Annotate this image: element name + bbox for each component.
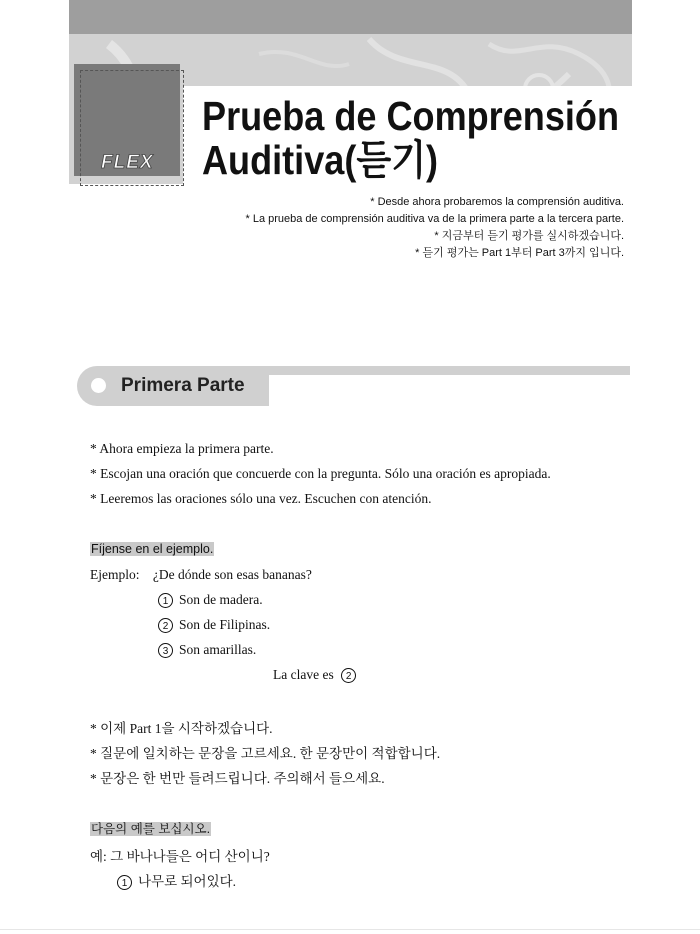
example-heading-text: Fíjense en el ejemplo. (91, 542, 214, 556)
section-header (77, 366, 630, 406)
bottom-rule (0, 929, 700, 930)
example-label: Ejemplo: (90, 567, 140, 582)
note-line: * Desde ahora probaremos la comprensión auditiva. (370, 196, 624, 208)
instruction-line-ko: * 문장은 한 번만 들려드립니다. 주의해서 들으세요. (90, 771, 385, 786)
flex-logo: FLEX (101, 152, 154, 173)
example-heading (90, 542, 214, 556)
section-white-strip (269, 375, 630, 406)
option-number: 1 (117, 875, 132, 890)
page-title (202, 94, 619, 182)
option-text: 나무로 되어있다. (138, 874, 237, 889)
option-text: Son de Filipinas. (179, 617, 271, 632)
title-line-2: Auditiva(듣기) (202, 137, 439, 183)
option-text: Son de madera. (179, 592, 263, 607)
title-line-1: Prueba de Comprensión (202, 93, 620, 139)
option-number: 1 (158, 593, 173, 608)
instruction-line: * Escojan una oración que concuerde con la pregunta. Sólo una oración es apropiada. (90, 466, 551, 481)
note-line: * 듣기 평가는 Part 1부터 Part 3까지 입니다. (415, 247, 624, 259)
answer-number: 2 (341, 668, 356, 683)
example-heading-ko (90, 819, 211, 837)
option-item (158, 592, 263, 608)
option-item (158, 617, 270, 633)
instruction-line-ko: * 이제 Part 1을 시작하겠습니다. (90, 721, 273, 736)
option-number: 3 (158, 643, 173, 658)
answer-line (273, 667, 362, 683)
bullet-dot-icon (91, 378, 106, 393)
note-line: * La prueba de comprensión auditiva va de la primera parte a la tercera parte. (245, 213, 624, 225)
instruction-line-ko: * 질문에 일치하는 문장을 고르세요. 한 문장만이 적합합니다. (90, 746, 441, 761)
example-question-ko: 예: 그 바나나들은 어디 산이니? (90, 849, 270, 864)
example-heading-ko-text: 다음의 예를 보십시오. (91, 822, 211, 836)
instruction-line: * Ahora empieza la primera parte. (90, 441, 274, 456)
header-top-bar (69, 0, 632, 34)
instruction-line: * Leeremos las oraciones sólo una vez. Escuchen con atención. (90, 491, 432, 506)
header-notes (246, 194, 625, 262)
option-text: Son amarillas. (179, 642, 257, 657)
example-question-row (90, 567, 312, 583)
example-question: ¿De dónde son esas bananas? (152, 567, 312, 582)
option-item (158, 642, 256, 658)
note-line: * 지금부터 듣기 평가를 실시하겠습니다. (434, 230, 624, 242)
option-item-ko (117, 870, 236, 890)
answer-label: La clave es (273, 667, 334, 682)
section-title: Primera Parte (121, 375, 245, 396)
option-number: 2 (158, 618, 173, 633)
